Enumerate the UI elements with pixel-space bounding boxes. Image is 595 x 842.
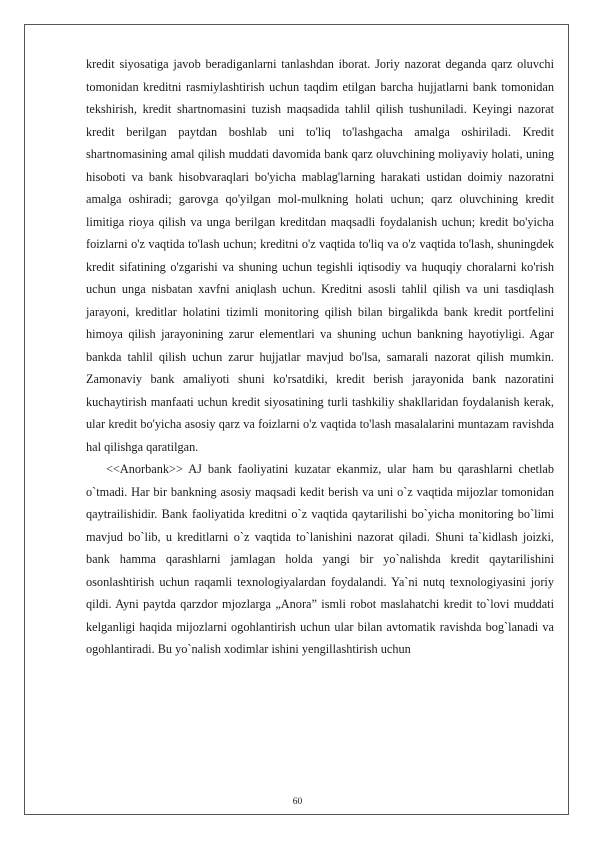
paragraph-1: kredit siyosatiga javob beradiganlarni tanlashdan iborat. Joriy nazorat deganda qarz oluvchi tomonidan kreditni rasmiylashtirish uchun taqdim etilgan barcha hujjatlarni bank tomonidan tekshirish, kredit shartnomasini tuzish maqsadida tahlil qilish tushuniladi. Keyingi nazorat kredit berilgan paytdan boshlab uni to'liq to'lashgacha amalga oshiriladi. Kredit shartnomasining amal qilish muddati davomida bank qarz oluvchining moliyaviy holati, uning hisoboti va bank hisobvaraqlari bo'yicha mablag'larning harakati ustidan doimiy nazoratni amalga oshiradi; garovga qo'yilgan mol-mulkning holati uchun; qarz oluvchining kredit limitiga rioya qilish va unga berilgan kreditdan maqsadli foydalanish uchun; kredit bo'yicha foizlarni o'z vaqtida to'lash uchun; kreditni o'z vaqtida to'liq va o'z vaqtida to'lash, shuningdek kredit sifatining o'zgarishi va shuning uchun tegishli iqtisodiy va huquqiy choralarni ko'rish uchun unga nisbatan xavfni aniqlash uchun. Kreditni asosli tahlil qilish va uni tasdiqlash jarayoni, kreditlar holatini tizimli monitoring qilish bilan birgalikda bank kredit portfelini himoya qilish jarayonining zarur elementlari va shuning uchun bankning hayotiyligi. Agar bankda tahlil qilish uchun zarur hujjatlar mavjud bo'lsa, samarali nazorat qilish mumkin. Zamonaviy bank amaliyoti shuni ko'rsatdiki, kredit berish jarayonida bank nazoratini kuchaytirish manfaati uchun kredit siyosatining turli tashkiliy shakllaridan foydalanish kerak, ular kredit bo'yicha asosiy qarz va foizlarni o'z vaqtida to'lash masalalarini muntazam ravishda hal qilishga qaratilgan. [86,57,554,454]
document-body [86,53,554,661]
paragraph-2: <<Anorbank>> AJ bank faoliyatini kuzatar ekanmiz, ular ham bu qarashlarni chetlab o`tmadi. Har bir bankning asosiy maqsadi kedit berish va uni o`z vaqtida mijozlar tomonidan qaytrailishidir. Bank faoliyatida kreditni o`z vaqtida qaytarilishi bo`yicha monitoring bo`limi mavjud bo`lib, u kreditlarni o`z vaqtida to`lanishini nazorat qiladi. Shuni ta`kidlash joizki, bank hamma qarashlarni jamlagan holda yangi bir yo`nalishda kredit qaytarilishini osonlashtirish uchun raqamli texnologiyalardan foydalandi. Ya`ni nutq texnologiyasini joriy qildi. Ayni paytda qarzdor mjozlarga „Anora” ismli robot maslahatchi kredit to`lovi muddati kelganligi haqida mijozlarni ogohlantirish uchun ular bilan avtomatik ravishda bog`lanadi va ogohlantiradi. Bu yo`nalish xodimlar ishini yengillashtirish uchun [86,462,554,656]
page-number: 60 [292,797,303,807]
